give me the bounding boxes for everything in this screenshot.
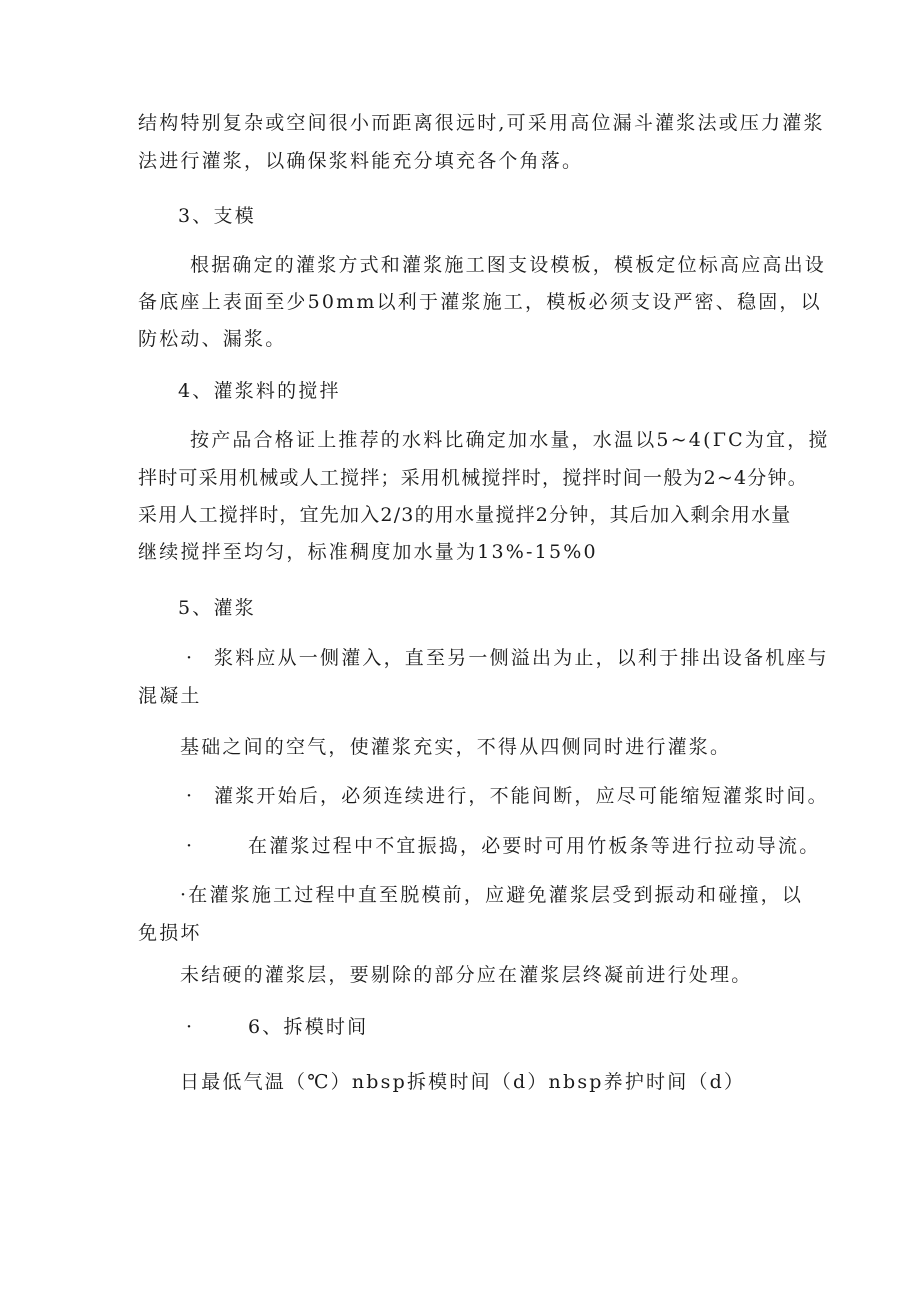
paragraph-line: 法进行灌浆，以确保浆料能充分填充各个角落。 (138, 150, 584, 172)
section-heading: 5、灌浆 (178, 597, 256, 619)
bullet-item (186, 646, 829, 670)
bullet-text: 浆料应从一侧灌入，直至另一侧溢出为止，以利于排出设备机座与 (214, 647, 829, 669)
bullet-item (186, 1015, 368, 1039)
bullet-marker: · (186, 835, 195, 857)
paragraph-line: 备底座上表面至少50mm以利于灌浆施工，模板必须支设严密、稳固，以 (138, 291, 822, 313)
paragraph-line: 免损坏 (138, 922, 202, 944)
section-heading: 3、支模 (178, 205, 256, 227)
bullet-text: 在灌浆过程中不宜振捣，必要时可用竹板条等进行拉动导流。 (248, 835, 821, 857)
section-heading: 4、灌浆料的搅拌 (178, 380, 341, 402)
paragraph-line: 未结硬的灌浆层，要剔除的部分应在灌浆层终凝前进行处理。 (180, 964, 753, 986)
paragraph-line: 结构特别复杂或空间很小而距离很远时,可采用高位漏斗灌浆法或压力灌浆 (138, 112, 825, 134)
bullet-marker: · (186, 1016, 195, 1038)
paragraph-line: 根据确定的灌浆方式和灌浆施工图支设模板，模板定位标高应高出设 (190, 254, 827, 276)
paragraph-line: 基础之间的空气，使灌浆充实，不得从四侧同时进行灌浆。 (180, 736, 732, 758)
paragraph-line: ·在灌浆施工过程中直至脱模前，应避免灌浆层受到振动和碰撞，以 (180, 884, 804, 906)
bullet-marker: · (186, 647, 195, 669)
paragraph-line: 按产品合格证上推荐的水料比确定加水量，水温以5~4(ΓC为宜，搅 (190, 429, 830, 451)
paragraph-line: 继续搅拌至均匀，标准稠度加水量为13%-15%0 (138, 541, 598, 563)
paragraph-line: 混凝土 (138, 685, 202, 707)
bullet-marker: · (186, 785, 195, 807)
bullet-item (186, 834, 820, 858)
paragraph-line: 拌时可采用机械或人工搅拌；采用机械搅拌时，搅拌时间一般为2~4分钟。 (138, 467, 808, 489)
paragraph-line: 采用人工搅拌时，宜先加入2/3的用水量搅拌2分钟，其后加入剩余用水量 (138, 504, 792, 526)
paragraph-line: 防松动、漏浆。 (138, 328, 287, 350)
bullet-text: 灌浆开始后，必须连续进行，不能间断，应尽可能缩短灌浆时间。 (214, 785, 829, 807)
section-heading: 6、拆模时间 (248, 1016, 369, 1038)
bullet-item (186, 784, 829, 808)
table-header-line: 日最低气温（℃）nbsp拆模时间（d）nbsp养护时间（d） (180, 1071, 746, 1093)
